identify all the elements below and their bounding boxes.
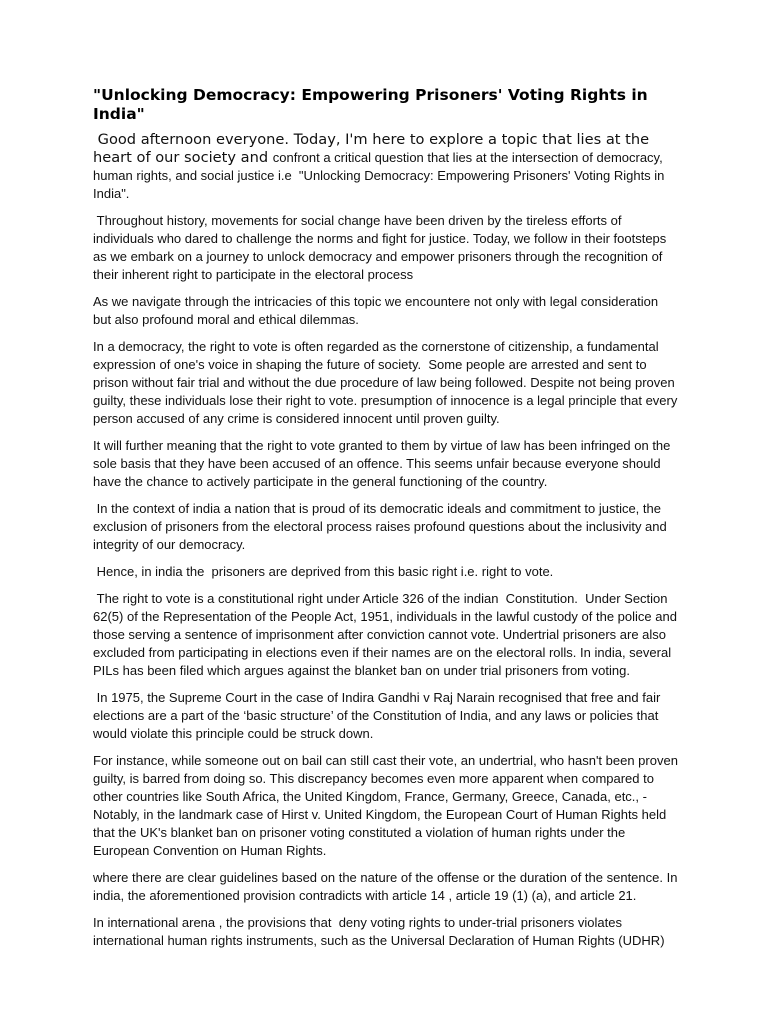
paragraph-instance: For instance, while someone out on bail can still cast their vote, an undertrial, who hasn't been proven guilty, is barred from doing so. This discrepancy becomes even more apparent when compared to other countries like South Africa, the United Kingdom, France, Germany, Greece, Canada, etc., - Notably, in the landmark case of Hirst v. United Kingdom, the European Court of Human Rights held that the UK's blanket ban on prisoner voting constituted a violation of human rights under the European Convention on Human Rights. bbox=[93, 753, 682, 858]
paragraph-navigate: As we navigate through the intricacies of this topic we encountere not only with legal consideration but also profound moral and ethical dilemmas. bbox=[93, 294, 662, 327]
paragraph-democracy: In a democracy, the right to vote is often regarded as the cornerstone of citizenship, a fundamental expression of one's voice in shaping the future of society. Some people are arrested and sent to prison without fair trial and without the due procedure of law being followed. Despite not being proven guilty, these individuals lose their right to vote. presumption of innocence is a legal principle that every person accused of any crime is considered innocent until proven guilty. bbox=[93, 339, 681, 426]
intro-rest-text: confront a critical question that lies at the intersection of democracy, human rights, and social justice i.e "Unlocking Democracy: Empowering Prisoners' Voting Rights in India". bbox=[93, 150, 669, 201]
intro-lead-text: Good afternoon everyone. Today, I'm here to explore a topic that lies at the heart of our society and bbox=[93, 131, 654, 166]
paragraph-international: In international arena , the provisions that deny voting rights to under-trial prisoners violates international human rights instruments, such as the Universal Declaration of Human Rights (UDHR) bbox=[93, 915, 665, 948]
paragraph-deprived: Hence, in india the prisoners are deprived from this basic right i.e. right to vote. bbox=[93, 564, 554, 579]
document-page bbox=[93, 86, 682, 959]
paragraph-india-context: In the context of india a nation that is proud of its democratic ideals and commitment to justice, the exclusion of prisoners from the electoral process raises profound questions about the inclusivity and integrity of our democracy. bbox=[93, 501, 671, 552]
intro-paragraph bbox=[93, 131, 678, 203]
paragraph-supreme-court: In 1975, the Supreme Court in the case of Indira Gandhi v Raj Narain recognised that free and fair elections are a part of the ‘basic structure’ of the Constitution of India, and any laws or policies that would violate this principle could be struck down. bbox=[93, 690, 664, 741]
paragraph-infringed: It will further meaning that the right to vote granted to them by virtue of law has been infringed on the sole basis that they have been accused of an offence. This seems unfair because everyone should have the chance to actively participate in the general functioning of the country. bbox=[93, 438, 675, 489]
paragraph-article-326: The right to vote is a constitutional right under Article 326 of the indian Constitution. Under Section 62(5) of the Representation of the People Act, 1951, individuals in the lawful custody of the police and those serving a sentence of imprisonment after conviction cannot vote. Undertrial prisoners are also excluded from participating in elections even if their names are on the electoral rolls. In india, several PILs has been filed which argues against the blanket ban on under trial prisoners from voting. bbox=[93, 591, 681, 678]
document-title: "Unlocking Democracy: Empowering Prisoners' Voting Rights in India" bbox=[93, 86, 648, 123]
paragraph-history: Throughout history, movements for social change have been driven by the tireless efforts of individuals who dared to challenge the norms and fight for justice. Today, we follow in their footsteps as we embark on a journey to unlock democracy and empower prisoners through the recognition of their inherent right to participate in the electoral process bbox=[93, 213, 670, 282]
paragraph-guidelines: where there are clear guidelines based on the nature of the offense or the duration of the sentence. In india, the aforementioned provision contradicts with article 14 , article 19 (1) (a), and article 21. bbox=[93, 870, 682, 903]
